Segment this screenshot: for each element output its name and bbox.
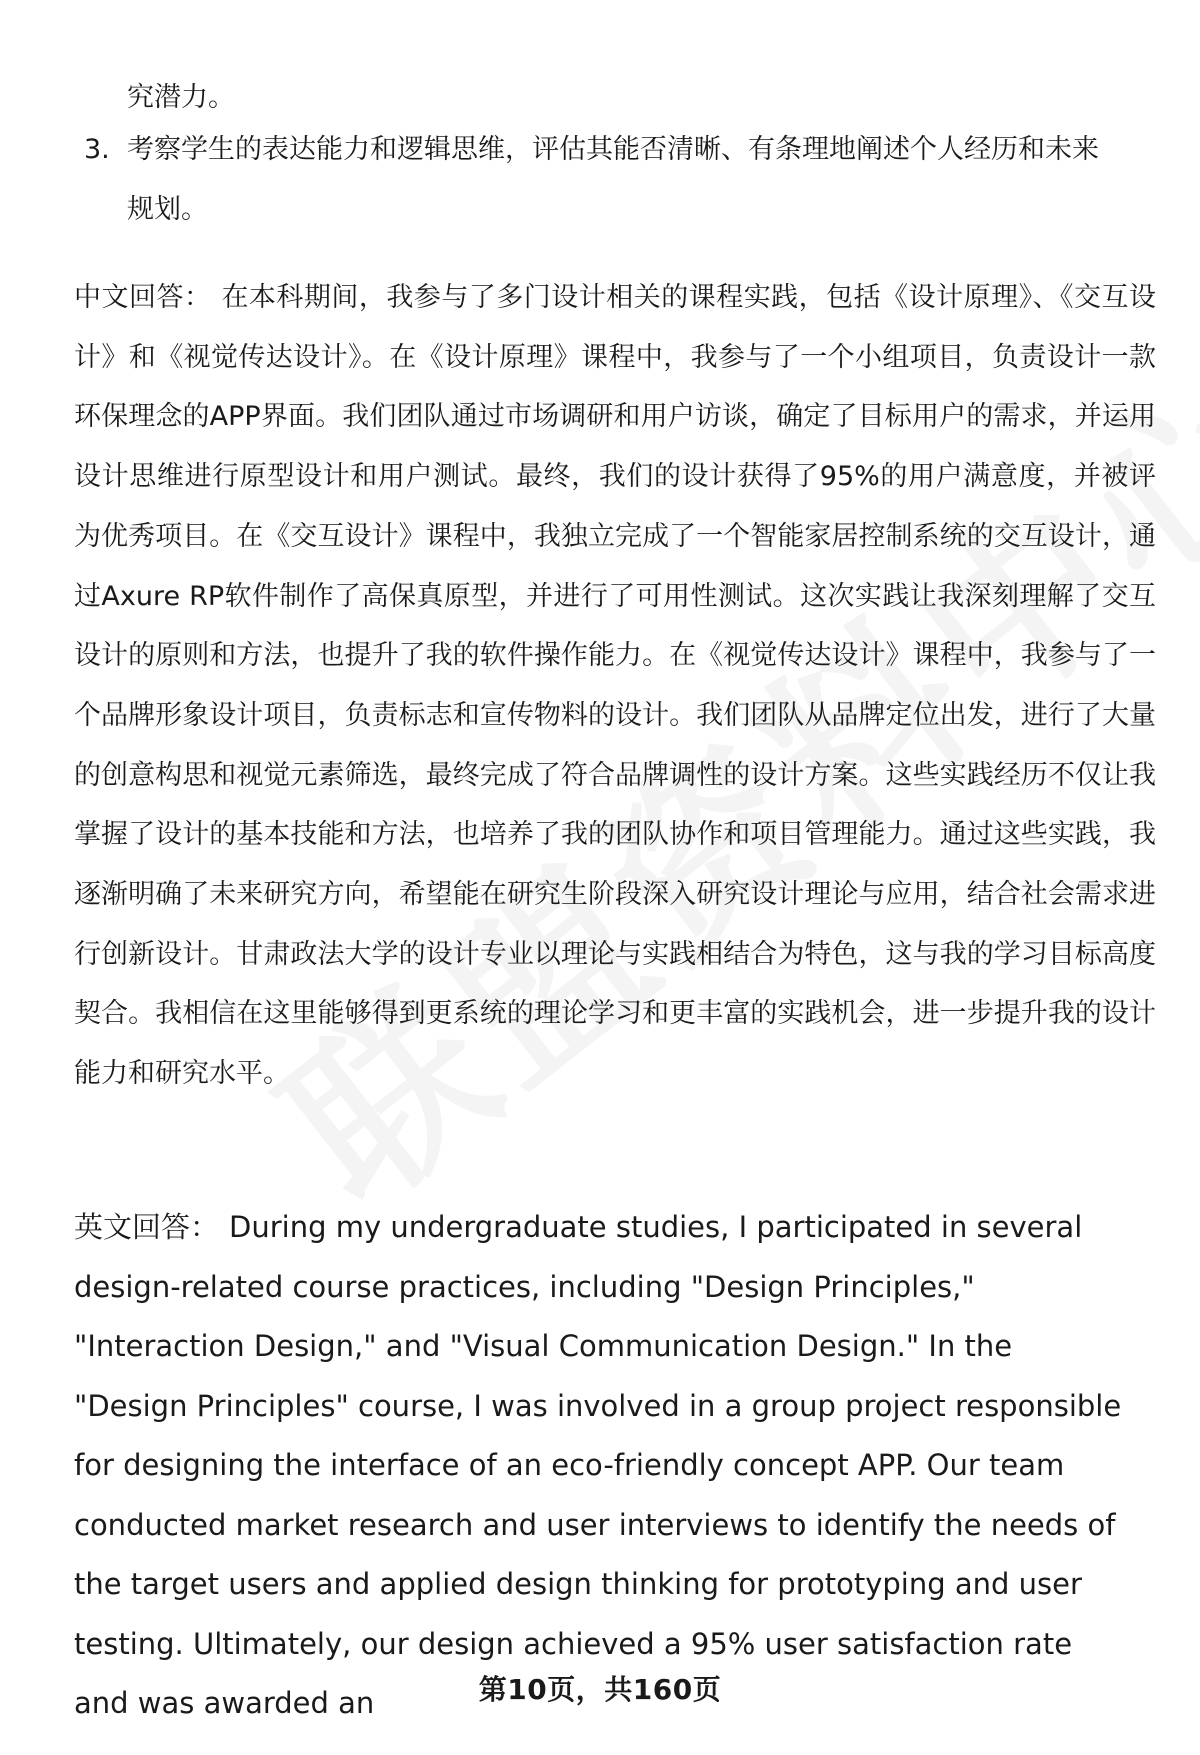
chinese-answer [74,268,1156,1104]
list-item-text: 考察学生的表达能力和逻辑思维，评估其能否清晰、有条理地阐述个人经历和未来规划。 [127,134,1099,225]
english-answer-text: During my undergraduate studies, I participated in several design-related course practices, including "Design Principles," "Interaction Design," and "Visual Communication Design." In the "Design Principles" course, I was involved in a group project responsible for designing the interface of an eco-friendly concept APP. Our team conducted market research and user interviews to identify the needs of the target users and applied design thinking for prototyping and user testing. Ultimately, our design achieved a 95% user satisfaction rate and was awarded an [74,1210,1122,1720]
list-number: 3. [84,134,110,165]
english-answer [74,1198,1134,1734]
chinese-answer-text: 在本科期间，我参与了多门设计相关的课程实践，包括《设计原理》、《交互设计》和《视觉传达设计》。在《设计原理》课程中，我参与了一个小组项目，负责设计一款环保理念的APP界面。我们团队通过市场调研和用户访谈，确定了目标用户的需求，并运用设计思维进行原型设计和用户测试。最终，我们的设计获得了95%的用户满意度，并被评为优秀项目。在《交互设计》课程中，我独立完成了一个智能家居控制系统的交互设计，通过Axure RP软件制作了高保真原型，并进行了可用性测试。这次实践让我深刻理解了交互设计的原则和方法，也提升了我的软件操作能力。在《视觉传达设计》课程中，我参与了一个品牌形象设计项目，负责标志和宣传物料的设计。我们团队从品牌定位出发，进行了大量的创意构思和视觉元素筛选，最终完成了符合品牌调性的设计方案。这些实践经历不仅让我掌握了设计的基本技能和方法，也培养了我的团队协作和项目管理能力。通过这些实践，我逐渐明确了未来研究方向，希望能在研究生阶段深入研究设计理论与应用，结合社会需求进行创新设计。甘肃政法大学的设计专业以理论与实践相结合为特色，这与我的学习目标高度契合。我相信在这里能够得到更系统的理论学习和更丰富的实践机会，进一步提升我的设计能力和研究水平。 [74,282,1157,1090]
english-answer-label: 英文回答： [74,1210,220,1244]
list-item-3 [84,120,1124,240]
page-number-footer: 第10页，共160页 [478,1673,722,1706]
continuation-text: 究潜力。 [127,82,235,113]
chinese-answer-label: 中文回答： [74,282,212,313]
